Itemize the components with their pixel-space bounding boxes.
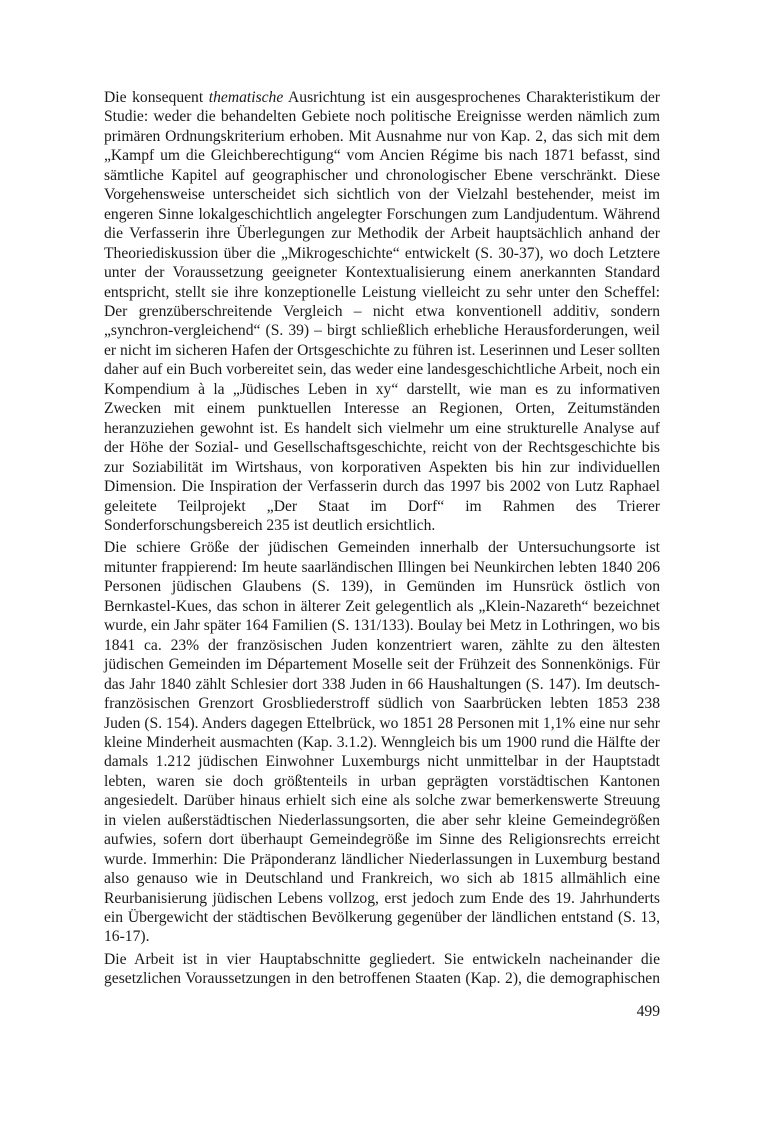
paragraph-1 [104,88,660,535]
page-body [104,88,660,989]
paragraph-1-rest: Ausrichtung ist ein ausgesprochenes Charakteristikum der Studie: weder die behandelten Gebiete noch politische Ereignisse werden nämlich zum primären Ordnungskriterium erhoben. Mit Ausnahme nur von Kap. 2, das sich mit dem „Kampf um die Gleichberechtigung“ vom Ancien Régime bis nach 1871 befasst, sind sämtliche Kapitel auf geographischer und chronologischer Ebene verschränkt. Diese Vorgehensweise unterscheidet sich sichtlich von der Vielzahl bestehender, meist im engeren Sinne lokalgeschichtlich angelegter Forschungen zum Landjudentum. Während die Verfasserin ihre Überlegungen zur Methodik der Arbeit hauptsächlich anhand der Theoriediskussion über die „Mikrogeschichte“ entwickelt (S. 30-37), wo doch Letztere unter der Voraussetzung geeigneter Kontextualisierung einem anerkannten Standard entspricht, stellt sie ihre konzeptionelle Leistung vielleicht zu sehr unter den Scheffel: Der grenzüberschreitende Vergleich – nicht etwa konventionell additiv, sondern „synchron-vergleichend“ (S. 39) – birgt schließlich erhebliche Herausforderungen, weil er nicht im sicheren Hafen der Ortsgeschichte zu führen ist. Leserinnen und Leser sollten daher auf ein Buch vorbereitet sein, das weder eine landesgeschichtliche Arbeit, noch ein Kompendium à la „Jüdisches Leben in xy“ darstellt, wie man es zu informativen Zwecken mit einem punktuellen Interesse an Regionen, Orten, Zeitumständen heranzuziehen gewohnt ist. Es handelt sich vielmehr um eine strukturelle Analyse auf der Höhe der Sozial- und Gesellschaftsgeschichte, reicht von der Rechtsgeschichte bis zur Soziabilität im Wirtshaus, von korporativen Aspekten bis hin zur individuellen Dimension. Die Inspiration der Verfasserin durch das 1997 bis 2002 von Lutz Raphael geleitete Teilprojekt „Der Staat im Dorf“ im Rahmen des Trierer Sonderforschungsbereich 235 ist deutlich ersichtlich. [104,89,660,534]
paragraph-1-emphasis: thematische [208,89,284,106]
paragraph-3: Die Arbeit ist in vier Hauptabschnitte gegliedert. Sie entwickeln nacheinander die gesetzlichen Voraussetzungen in den betroffenen Staaten (Kap. 2), die demographischen [104,950,660,988]
paragraph-2: Die schiere Größe der jüdischen Gemeinden innerhalb der Untersuchungsorte ist mitunter frappierend: Im heute saarländischen Illingen bei Neunkirchen lebten 1840 206 Personen jüdischen Glaubens (S. 139), in Gemünden im Hunsrück östlich von Bernkastel-Kues, das schon in älterer Zeit gelegentlich als „Klein-Nazareth“ bezeichnet wurde, ein Jahr später 164 Familien (S. 131/133). Boulay bei Metz in Lothringen, wo bis 1841 ca. 23% der französischen Juden konzentriert waren, zählte zu den ältesten jüdischen Gemeinden im Département Moselle seit der Frühzeit des Sonnenkönigs. Für das Jahr 1840 zählt Schlesier dort 338 Juden in 66 Haushaltungen (S. 147). Im deutsch-französischen Grenzort Grosbliederstroff südlich von Saarbrücken lebten 1853 238 Juden (S. 154). Anders dagegen Ettelbrück, wo 1851 28 Personen mit 1,1% eine nur sehr kleine Minderheit ausmachten (Kap. 3.1.2). Wenngleich bis um 1900 rund die Hälfte der damals 1.212 jüdischen Einwohner Luxemburgs nicht unmittelbar in der Hauptstadt lebten, waren sie doch größtenteils in urban geprägten vorstädtischen Kantonen angesiedelt. Darüber hinaus erhielt sich eine als solche zwar bemerkenswerte Streuung in vielen außerstädtischen Niederlassungsorten, die aber sehr kleine Gemeindegrößen aufwies, sofern dort überhaupt Gemeindegröße im Sinne des Religionsrechts erreicht wurde. Immerhin: Die Präponderanz ländlicher Niederlassungen in Luxemburg bestand also genauso wie in Deutschland und Frankreich, wo sich ab 1815 allmählich eine Reurbanisierung jüdischen Lebens vollzog, erst jedoch zum Ende des 19. Jahrhunderts ein Übergewicht der städtischen Bevölkerung gegenüber der ländlichen entstand (S. 13, 16-17). [104,539,660,946]
page-number: 499 [636,1003,660,1020]
paragraph-1-lead: Die konsequent [104,89,209,106]
